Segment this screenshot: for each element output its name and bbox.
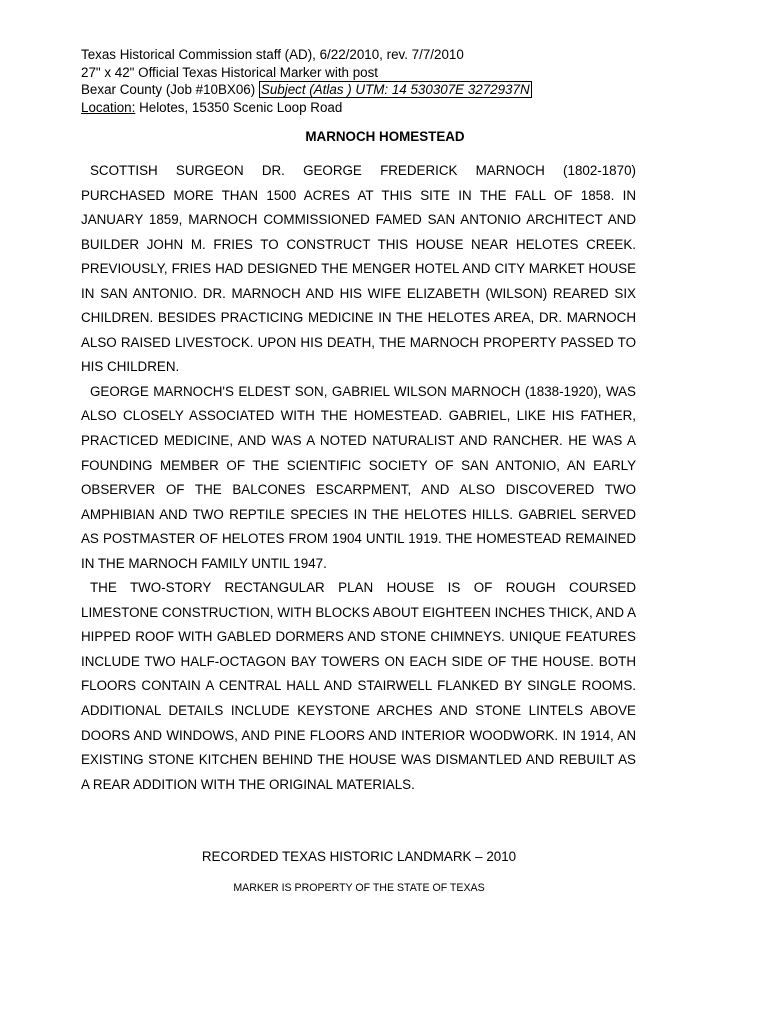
property-notice: MARKER IS PROPERTY OF THE STATE OF TEXAS <box>233 882 485 894</box>
header-county-text: Bexar County (Job #10BX06) <box>81 82 259 97</box>
landmark-designation: RECORDED TEXAS HISTORIC LANDMARK – 2010 <box>201 849 517 864</box>
header-staff-line: Texas Historical Commission staff (AD), 6/22/2010, rev. 7/7/2010 <box>81 47 464 62</box>
marker-text-body <box>81 159 636 797</box>
document-header <box>81 46 701 116</box>
marker-paragraph-3: THE TWO-STORY RECTANGULAR PLAN HOUSE IS OF ROUGH COURSED LIMESTONE CONSTRUCTION, WITH BLOCKS ABOUT EIGHTEEN INCHES THICK, AND A HIPPED ROOF WITH GABLED DORMERS AND STONE CHIMNEYS. UNIQUE FEATURES INCLUDE TWO HALF-OCTAGON BAY TOWERS ON EACH SIDE OF THE HOUSE. BOTH FLOORS CONTAIN A CENTRAL HALL AND STAIRWELL FLANKED BY SINGLE ROOMS. ADDITIONAL DETAILS INCLUDE KEYSTONE ARCHES AND STONE LINTELS ABOVE DOORS AND WINDOWS, AND PINE FLOORS AND INTERIOR WOODWORK. IN 1914, AN EXISTING STONE KITCHEN BEHIND THE HOUSE WAS DISMANTLED AND REBUILT AS A REAR ADDITION WITH THE ORIGINAL MATERIALS. <box>81 580 636 792</box>
header-county-line <box>81 81 701 99</box>
header-location-line <box>81 99 701 117</box>
marker-paragraph-1: SCOTTISH SURGEON DR. GEORGE FREDERICK MARNOCH (1802-1870) PURCHASED MORE THAN 1500 ACRES AT THIS SITE IN THE FALL OF 1858. IN JANUARY 1859, MARNOCH COMMISSIONED FAMED SAN ANTONIO ARCHITECT AND BUILDER JOHN M. FRIES TO CONSTRUCT THIS HOUSE NEAR HELOTES CREEK. PREVIOUSLY, FRIES HAD DESIGNED THE MENGER HOTEL AND CITY MARKET HOUSE IN SAN ANTONIO. DR. MARNOCH AND HIS WIFE ELIZABETH (WILSON) REARED SIX CHILDREN. BESIDES PRACTICING MEDICINE IN THE HELOTES AREA, DR. MARNOCH ALSO RAISED LIVESTOCK. UPON HIS DEATH, THE MARNOCH PROPERTY PASSED TO HIS CHILDREN. <box>81 163 636 375</box>
subject-utm-box: Subject (Atlas ) UTM: 14 530307E 3272937N <box>260 82 530 97</box>
location-label: Location: <box>81 99 136 115</box>
header-marker-size-line: 27" x 42" Official Texas Historical Marker with post <box>81 64 379 80</box>
marker-paragraph-2: GEORGE MARNOCH'S ELDEST SON, GABRIEL WILSON MARNOCH (1838-1920), WAS ALSO CLOSELY ASSOCIATED WITH THE HOMESTEAD. GABRIEL, LIKE HIS FATHER, PRACTICED MEDICINE, AND WAS A NOTED NATURALIST AND RANCHER. HE WAS A FOUNDING MEMBER OF THE SCIENTIFIC SOCIETY OF SAN ANTONIO, AN EARLY OBSERVER OF THE BALCONES ESCARPMENT, AND ALSO DISCOVERED TWO AMPHIBIAN AND TWO REPTILE SPECIES IN THE HELOTES HILLS. GABRIEL SERVED AS POSTMASTER OF HELOTES FROM 1904 UNTIL 1919. THE HOMESTEAD REMAINED IN THE MARNOCH FAMILY UNTIL 1947. <box>81 383 636 571</box>
location-value: Helotes, 15350 Scenic Loop Road <box>135 99 343 115</box>
marker-title: MARNOCH HOMESTEAD <box>305 129 465 144</box>
